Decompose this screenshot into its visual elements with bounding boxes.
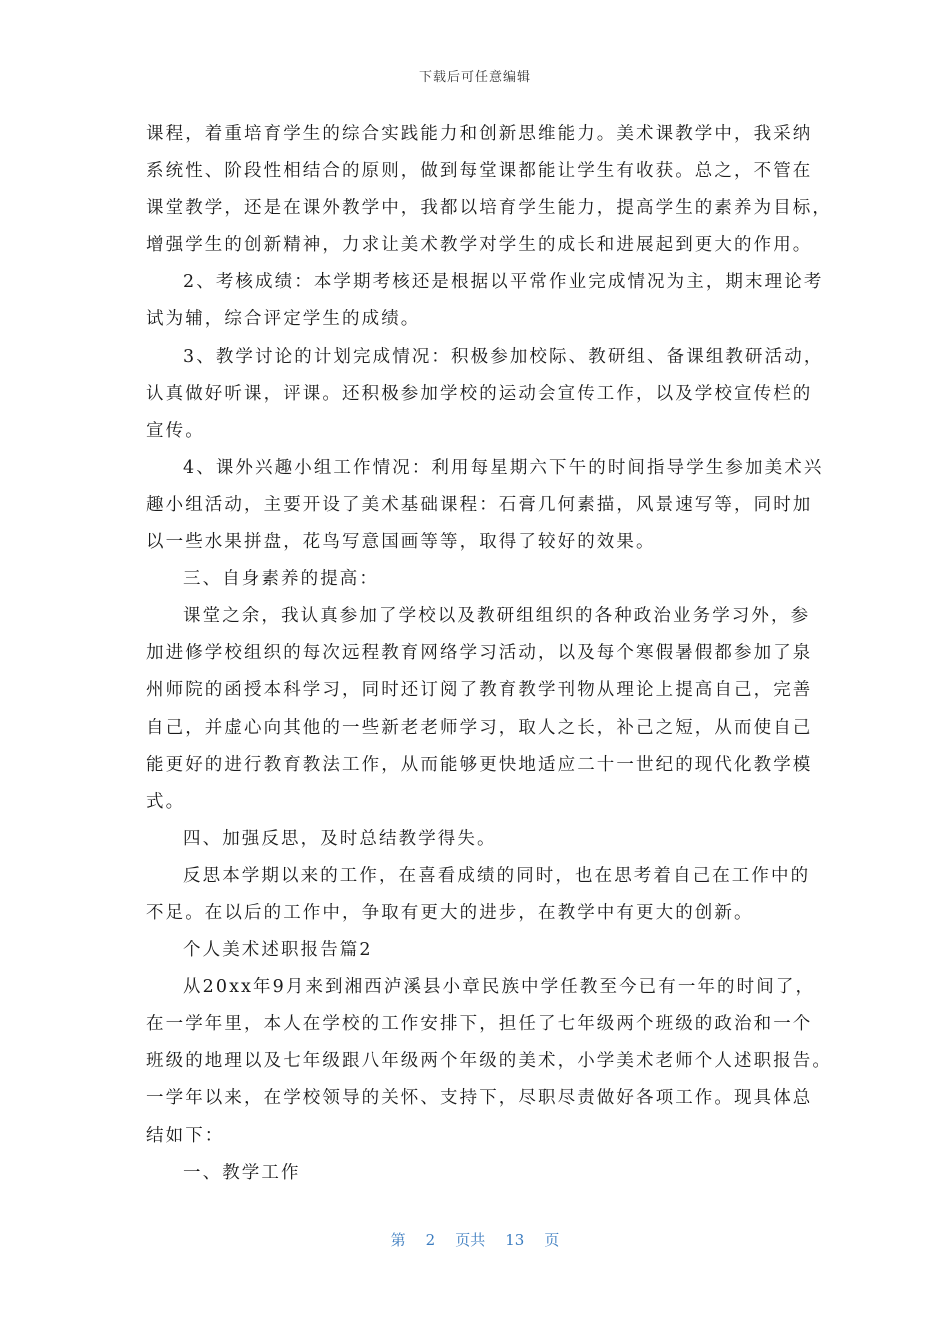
text-line: 4、课外兴趣小组工作情况：利用每星期六下午的时间指导学生参加美术兴 xyxy=(183,457,824,478)
text-line: 认真做好听课，评课。还积极参加学校的运动会宣传工作，以及学校宣传栏的 xyxy=(146,383,813,404)
text-line: 趣小组活动，主要开设了美术基础课程：石膏几何素描，风景速写等，同时加 xyxy=(146,494,813,515)
text-line: 个人美术述职报告篇2 xyxy=(183,940,373,961)
text-line: 从20xx年9月来到湘西泸溪县小章民族中学任教至今已有一年的时间了， xyxy=(183,977,816,998)
text-line: 结如下： xyxy=(146,1125,225,1146)
footer-total-pages: 13 xyxy=(505,1231,525,1249)
footer-suffix: 页 xyxy=(544,1231,560,1249)
text-line: 课堂之余，我认真参加了学校以及教研组组织的各种政治业务学习外，参 xyxy=(183,606,811,627)
text-line: 课堂教学，还是在课外教学中，我都以培育学生能力，提高学生的素养为目标， xyxy=(146,198,832,219)
footer-prefix: 第 xyxy=(390,1231,406,1249)
text-line: 一、教学工作 xyxy=(183,1162,301,1183)
document-body xyxy=(146,116,832,1192)
text-line: 以一些水果拼盘，花鸟写意国画等等，取得了较好的效果。 xyxy=(146,532,656,553)
text-line: 加进修学校组织的每次远程教育网络学习活动，以及每个寒假暑假都参加了泉 xyxy=(146,643,813,664)
text-line: 课程，着重培育学生的综合实践能力和创新思维能力。美术课教学中，我采纳 xyxy=(146,124,813,144)
page-footer xyxy=(0,1229,950,1250)
text-line: 宣传。 xyxy=(146,420,205,441)
text-line: 增强学生的创新精神，力求让美术教学对学生的成长和进展起到更大的作用。 xyxy=(146,235,813,256)
text-line: 一学年以来，在学校领导的关怀、支持下，尽职尽责做好各项工作。现具体总 xyxy=(146,1088,813,1109)
text-line: 试为辅，综合评定学生的成绩。 xyxy=(146,309,421,330)
text-line: 班级的地理以及七年级跟八年级两个年级的美术，小学美术老师个人述职报告。 xyxy=(146,1051,832,1072)
text-line: 式。 xyxy=(146,791,186,812)
text-line: 3、教学讨论的计划完成情况：积极参加校际、教研组、备课组教研活动， xyxy=(183,346,824,367)
page-header: 下载后可任意编辑 xyxy=(418,70,531,85)
text-line: 不足。在以后的工作中，争取有更大的进步，在教学中有更大的创新。 xyxy=(146,902,754,923)
text-line: 反思本学期以来的工作，在喜看成绩的同时，也在思考着自己在工作中的 xyxy=(183,865,811,886)
footer-current-page: 2 xyxy=(425,1231,436,1249)
footer-middle: 页共 xyxy=(455,1231,486,1249)
text-line: 在一学年里，本人在学校的工作安排下，担任了七年级两个班级的政治和一个 xyxy=(146,1014,813,1035)
text-line: 四、加强反思，及时总结教学得失。 xyxy=(183,828,497,849)
text-line: 三、自身素养的提高： xyxy=(183,569,379,590)
text-line: 系统性、阶段性相结合的原则，做到每堂课都能让学生有收获。总之，不管在 xyxy=(146,161,813,182)
text-line: 能更好的进行教育教法工作，从而能够更快地适应二十一世纪的现代化教学模 xyxy=(146,754,813,775)
text-line: 2、考核成绩：本学期考核还是根据以平常作业完成情况为主，期末理论考 xyxy=(183,272,824,293)
text-line: 州师院的函授本科学习，同时还订阅了教育教学刊物从理论上提高自己，完善 xyxy=(146,680,813,701)
text-line: 自己，并虚心向其他的一些新老老师学习，取人之长，补己之短，从而使自己 xyxy=(146,717,813,738)
